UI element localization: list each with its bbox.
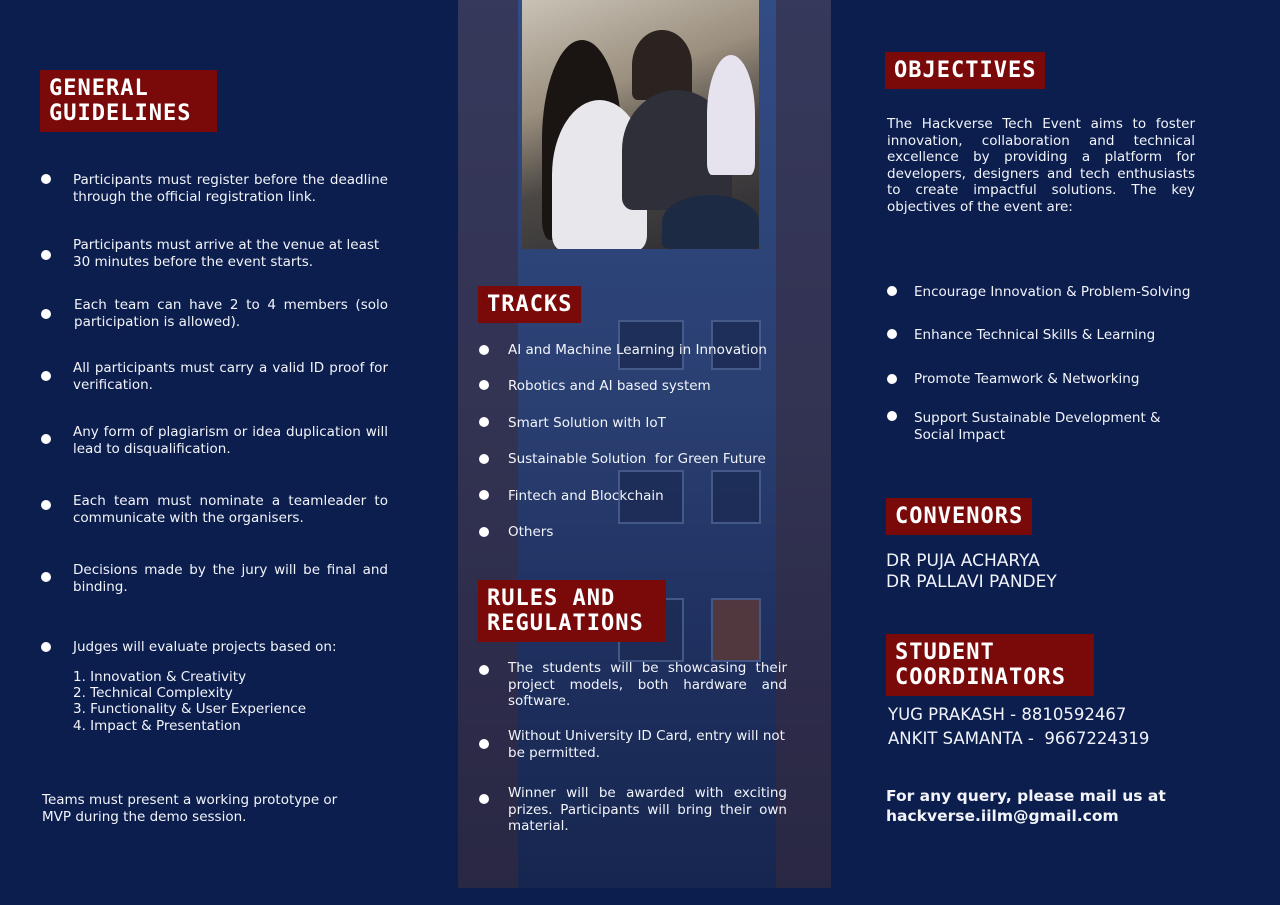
bullet-icon [479,490,489,500]
convenor-name: DR PUJA ACHARYA [886,551,1040,571]
bullet-icon [479,665,489,675]
track-item: AI and Machine Learning in Innovation [508,342,767,358]
track-item: Smart Solution with IoT [508,415,666,431]
coordinator-contact: ANKIT SAMANTA - 9667224319 [888,729,1150,748]
students-photo [522,0,759,249]
building-window [711,598,761,662]
tracks-heading: TRACKS [478,286,581,323]
guideline-item: Participants must register before the deadline through the official registration link. [73,172,388,205]
rules-heading: RULES AND REGULATIONS [478,580,666,642]
track-item: Robotics and AI based system [508,378,711,394]
rule-item: Without University ID Card, entry will not be permitted. [508,728,785,761]
criteria-item: 1. Innovation & Creativity [73,669,247,685]
guideline-item: Participants must arrive at the venue at least 30 minutes before the event starts. [73,237,380,270]
objective-item: Enhance Technical Skills & Learning [914,327,1156,343]
bullet-icon [479,794,489,804]
bullet-icon [41,434,51,444]
criteria-item: 2. Technical Complexity [73,685,233,701]
criteria-item: 3. Functionality & User Experience [73,701,307,717]
student-figure [707,55,755,175]
objective-item: Promote Teamwork & Networking [914,371,1140,387]
objectives-panel [831,0,1280,905]
objectives-heading: OBJECTIVES [885,52,1045,89]
bullet-icon [887,329,897,339]
bullet-icon [479,739,489,749]
convenor-name: DR PALLAVI PANDEY [886,572,1057,592]
bullet-icon [41,250,51,260]
coordinator-contact: YUG PRAKASH - 8810592467 [888,705,1127,724]
bullet-icon [479,454,489,464]
bullet-icon [887,286,897,296]
guideline-item: All participants must carry a valid ID proof for verification. [73,360,388,393]
guideline-item: Judges will evaluate projects based on: [73,639,337,655]
student-figure [662,195,759,249]
bullet-icon [41,309,51,319]
bullet-icon [887,374,897,384]
prototype-note: Teams must present a working prototype or MVP during the demo session. [42,792,338,825]
criteria-item: 4. Impact & Presentation [73,718,241,734]
bullet-icon [41,174,51,184]
objectives-intro: The Hackverse Tech Event aims to foster innovation, collaboration and technical excellence by providing a platform for developers, designers and tech enthusiasts to create impactful solutions. The key objectives of the event are: [887,116,1195,215]
track-item: Fintech and Blockchain [508,488,664,504]
bullet-icon [41,371,51,381]
bullet-icon [41,642,51,652]
convenors-heading: CONVENORS [886,498,1032,535]
guideline-item: Any form of plagiarism or idea duplication will lead to disqualification. [73,424,388,457]
guideline-item: Each team can have 2 to 4 members (solo participation is allowed). [74,297,388,330]
track-item: Others [508,524,554,540]
bullet-icon [41,500,51,510]
tracks-rules-panel [458,0,831,888]
bullet-icon [479,417,489,427]
coordinators-heading: STUDENT COORDINATORS [886,634,1094,696]
bullet-icon [479,527,489,537]
bullet-icon [479,380,489,390]
guidelines-panel [0,0,458,905]
bullet-icon [479,345,489,355]
contact-email-link[interactable]: hackverse.iilm@gmail.com [886,807,1119,825]
objective-item: Support Sustainable Development & Social Impact [914,410,1161,443]
track-item: Sustainable Solution for Green Future [508,451,766,467]
rule-item: Winner will be awarded with exciting prizes. Participants will bring their own material. [508,785,787,834]
guideline-item: Decisions made by the jury will be final and binding. [73,562,388,595]
query-text: For any query, please mail us at [886,787,1166,805]
bullet-icon [887,411,897,421]
bullet-icon [41,572,51,582]
guidelines-heading: GENERAL GUIDELINES [40,70,217,132]
rule-item: The students will be showcasing their project models, both hardware and software. [508,660,787,709]
guideline-item: Each team must nominate a teamleader to communicate with the organisers. [73,493,388,526]
objective-item: Encourage Innovation & Problem-Solving [914,284,1191,300]
